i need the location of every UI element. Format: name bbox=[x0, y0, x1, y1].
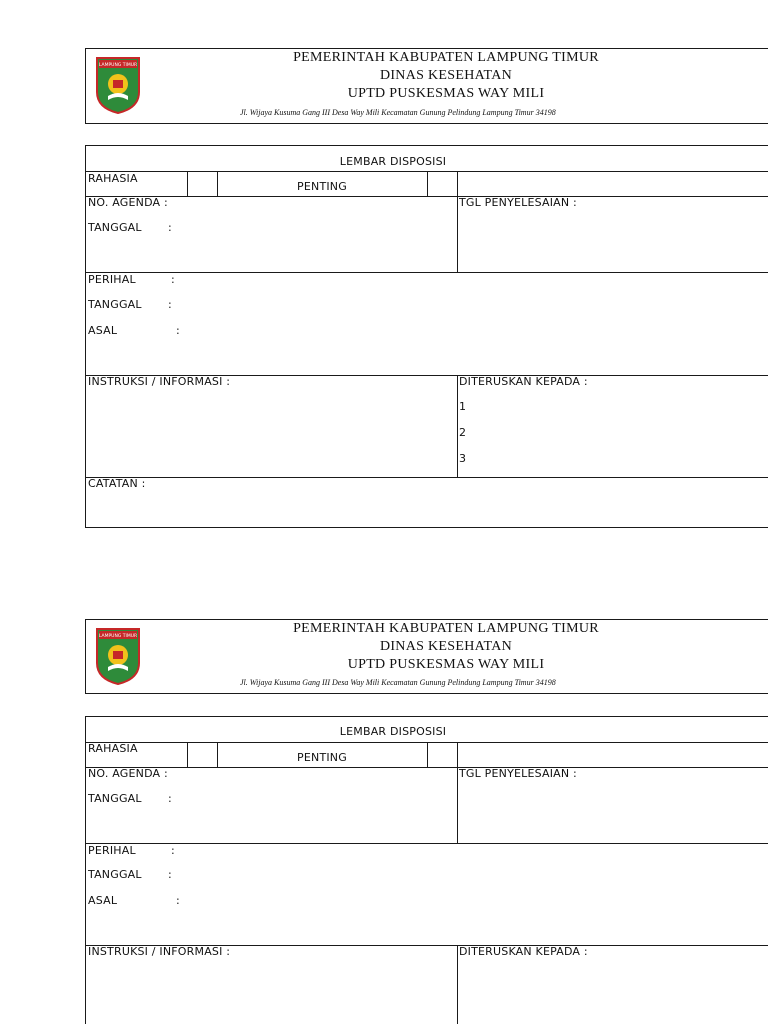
colon: : bbox=[168, 221, 172, 234]
catatan-label: CATATAN : bbox=[88, 477, 146, 490]
header-address: Jl. Wijaya Kusuma Gang III Desa Way Mili Kecamatan Gunung Pelindung Lampung Timur 34198 bbox=[240, 678, 556, 687]
diteruskan-label: DITERUSKAN KEPADA : bbox=[459, 375, 588, 388]
asal-label: ASAL bbox=[88, 894, 118, 907]
no-agenda-label: NO. AGENDA : bbox=[88, 767, 168, 780]
colon: : bbox=[171, 844, 175, 857]
colon: : bbox=[168, 298, 172, 311]
regency-logo bbox=[95, 627, 141, 685]
recipient-number-1: 1 bbox=[459, 400, 467, 413]
header-line-3: UPTD PUSKESMAS WAY MILI bbox=[347, 657, 545, 672]
tanggal-agenda-label: TANGGAL bbox=[88, 221, 142, 234]
tgl-penyelesaian-label: TGL PENYELESAIAN : bbox=[459, 196, 577, 209]
colon: : bbox=[176, 894, 180, 907]
header-line-1: PEMERINTAH KABUPATEN LAMPUNG TIMUR bbox=[293, 621, 599, 636]
colon: : bbox=[176, 324, 180, 337]
tanggal-agenda-label: TANGGAL bbox=[88, 792, 142, 805]
instruksi-label: INSTRUKSI / INFORMASI : bbox=[88, 945, 231, 958]
regency-logo bbox=[95, 56, 141, 114]
colon: : bbox=[168, 792, 172, 805]
penting-label: PENTING bbox=[297, 751, 347, 764]
rahasia-checkbox[interactable] bbox=[188, 743, 217, 767]
header-line-2: DINAS KESEHATAN bbox=[379, 639, 513, 654]
header-address: Jl. Wijaya Kusuma Gang III Desa Way Mili Kecamatan Gunung Pelindung Lampung Timur 34198 bbox=[240, 108, 556, 117]
header-line-2: DINAS KESEHATAN bbox=[379, 68, 513, 83]
header-line-1: PEMERINTAH KABUPATEN LAMPUNG TIMUR bbox=[293, 50, 599, 65]
perihal-label: PERIHAL bbox=[88, 273, 136, 286]
penting-checkbox[interactable] bbox=[428, 743, 457, 767]
perihal-label: PERIHAL bbox=[88, 844, 136, 857]
recipient-number-3: 3 bbox=[459, 452, 467, 465]
instruksi-label: INSTRUKSI / INFORMASI : bbox=[88, 375, 231, 388]
asal-label: ASAL bbox=[88, 324, 118, 337]
form-title: LEMBAR DISPOSISI bbox=[339, 155, 447, 168]
tgl-penyelesaian-label: TGL PENYELESAIAN : bbox=[459, 767, 577, 780]
rahasia-checkbox[interactable] bbox=[188, 172, 217, 196]
penting-checkbox[interactable] bbox=[428, 172, 457, 196]
no-agenda-label: NO. AGENDA : bbox=[88, 196, 168, 209]
form-title: LEMBAR DISPOSISI bbox=[339, 725, 447, 738]
rahasia-label: RAHASIA bbox=[88, 742, 138, 755]
logo-text: LAMPUNG TIMUR bbox=[98, 634, 138, 639]
rahasia-label: RAHASIA bbox=[88, 172, 138, 185]
tanggal-surat-label: TANGGAL bbox=[88, 298, 142, 311]
penting-label: PENTING bbox=[297, 180, 347, 193]
logo-text: LAMPUNG TIMUR bbox=[98, 63, 138, 68]
header-line-3: UPTD PUSKESMAS WAY MILI bbox=[347, 86, 545, 101]
tanggal-surat-label: TANGGAL bbox=[88, 868, 142, 881]
colon: : bbox=[168, 868, 172, 881]
diteruskan-label: DITERUSKAN KEPADA : bbox=[459, 945, 588, 958]
colon: : bbox=[171, 273, 175, 286]
recipient-number-2: 2 bbox=[459, 426, 467, 439]
